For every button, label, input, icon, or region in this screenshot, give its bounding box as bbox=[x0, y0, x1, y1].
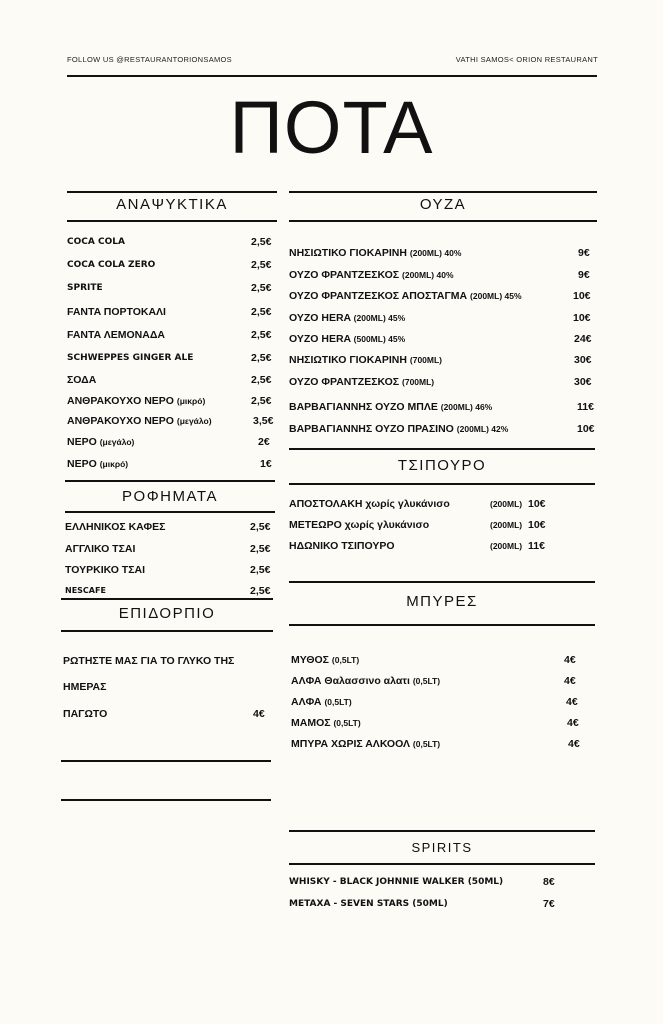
item-price: 2,5€ bbox=[251, 236, 272, 248]
item-name: ΟΥΖΟ ΦΡΑΝΤΖΕΣΚΟΣ bbox=[289, 376, 400, 388]
item-price: 3,5€ bbox=[253, 415, 274, 427]
item-name: FANTA ΠΟΡΤΟΚΑΛΙ bbox=[67, 306, 166, 318]
item-name: ΟΥΖΟ HERA bbox=[289, 312, 351, 324]
item-note: (0,5LT) bbox=[331, 655, 360, 665]
follow-us-text: FOLLOW US @RESTAURANTORIONSAMOS bbox=[67, 55, 232, 64]
item-name: ΣΟΔΑ bbox=[67, 374, 97, 386]
item-price: 2,5€ bbox=[250, 585, 271, 597]
item-name: ΝΕΡΟ bbox=[67, 436, 97, 448]
item-price: 2,5€ bbox=[250, 521, 271, 533]
item-name: ΜΕΤΕΩΡΟ χωρίς γλυκάνισο bbox=[289, 519, 430, 531]
item-price: 2,5€ bbox=[251, 395, 272, 407]
tsipouro-title: ΤΣΙΠΟΥΡΟ bbox=[397, 457, 487, 474]
item-price: 10€ bbox=[528, 519, 546, 531]
soft-drinks-top-rule bbox=[67, 191, 277, 193]
item-price: 9€ bbox=[578, 269, 590, 281]
item-note: (200ML) 45% bbox=[353, 313, 406, 323]
dessert-rule-2 bbox=[61, 799, 271, 801]
dessert-note bbox=[63, 648, 273, 700]
item-name: ΟΥΖΟ HERA bbox=[289, 333, 351, 345]
item-price: 2,5€ bbox=[251, 282, 272, 294]
header-divider bbox=[67, 75, 597, 77]
item-name: ΤΟΥΡΚΙΚΟ ΤΣΑΙ bbox=[65, 564, 146, 576]
item-name: METAXA - SEVEN STARS (50ML) bbox=[289, 899, 448, 909]
spirits-title: SPIRITS bbox=[411, 840, 473, 855]
item-name: ΗΔΩΝΙΚΟ ΤΣΙΠΟΥΡΟ bbox=[289, 540, 395, 552]
item-name: ΑΛΦΑ Θαλασσινο αλατι bbox=[291, 675, 410, 687]
dessert-note-line2: ΗΜΕΡΑΣ bbox=[63, 681, 107, 693]
item-note: (200ML) 46% bbox=[440, 402, 493, 412]
item-price: 10€ bbox=[577, 423, 595, 435]
item-name: ΑΝΘΡΑΚΟΥΧΟ ΝΕΡΟ bbox=[67, 415, 174, 427]
item-name: ΑΓΓΛΙΚΟ ΤΣΑΙ bbox=[65, 543, 136, 555]
item-note: (μικρό) bbox=[176, 396, 206, 406]
beers-bottom-rule bbox=[289, 624, 595, 626]
item-price: 2€ bbox=[258, 436, 270, 448]
hot-drinks-title: ΡΟΦΗΜΑΤΑ bbox=[122, 488, 218, 505]
dessert-bottom-rule bbox=[61, 630, 273, 632]
item-name: ΜΑΜΟΣ bbox=[291, 717, 331, 729]
item-note: (700ML) bbox=[409, 355, 443, 365]
item-name: ΜΥΘΟΣ bbox=[291, 654, 329, 666]
item-name: NESCAFE bbox=[65, 586, 106, 595]
item-price: 10€ bbox=[573, 312, 591, 324]
item-name: ΑΛΦΑ bbox=[291, 696, 322, 708]
item-price: 4€ bbox=[566, 696, 578, 708]
item-note: (μεγάλο) bbox=[176, 416, 212, 426]
item-note: (0,5LT) bbox=[324, 697, 352, 707]
item-price: 10€ bbox=[573, 290, 591, 302]
ouzo-top-rule bbox=[289, 191, 597, 193]
soft-drinks-bottom-rule bbox=[67, 220, 277, 222]
ouzo-title: ΟΥΖΑ bbox=[419, 196, 467, 213]
item-price: 4€ bbox=[564, 654, 576, 666]
item-price: 4€ bbox=[253, 708, 265, 720]
item-price: 2,5€ bbox=[251, 374, 272, 386]
item-name: ΒΑΡΒΑΓΙΑΝΝΗΣ ΟΥΖΟ ΜΠΛΕ bbox=[289, 401, 438, 413]
item-price: 2,5€ bbox=[250, 543, 271, 555]
item-note: (500ML) 45% bbox=[353, 334, 406, 344]
item-price: 30€ bbox=[574, 376, 592, 388]
item-price: 10€ bbox=[528, 498, 546, 510]
item-name: SPRITE bbox=[67, 283, 103, 293]
item-name: WHISKY - BLACK JOHNNIE WALKER (50ML) bbox=[289, 877, 504, 887]
item-note: (μικρό) bbox=[99, 459, 129, 469]
item-note: (200ML) bbox=[490, 541, 523, 551]
item-name: ΑΝΘΡΑΚΟΥΧΟ ΝΕΡΟ bbox=[67, 395, 174, 407]
item-note: (200ML) bbox=[490, 520, 523, 530]
item-name: COCA COLA bbox=[67, 237, 125, 247]
item-price: 8€ bbox=[543, 876, 555, 888]
item-note: (0,5LT) bbox=[412, 676, 441, 686]
item-price: 2,5€ bbox=[251, 329, 272, 341]
item-price: 2,5€ bbox=[251, 352, 272, 364]
dessert-note-line1: ΡΩΤΗΣΤΕ ΜΑΣ ΓΙΑ ΤΟ ΓΛΥΚΟ ΤΗΣ bbox=[63, 655, 235, 667]
item-name: ΜΠΥΡΑ ΧΩΡΙΣ ΑΛΚΟΟΛ bbox=[291, 738, 410, 750]
item-note: (μεγάλο) bbox=[99, 437, 135, 447]
hot-drinks-bottom-rule bbox=[65, 511, 275, 513]
dessert-title: ΕΠΙΔΟΡΠΙΟ bbox=[118, 605, 216, 622]
item-price: 2,5€ bbox=[251, 306, 272, 318]
item-name: FANTA ΛΕΜΟΝΑΔΑ bbox=[67, 329, 165, 341]
soft-drinks-title: ΑΝΑΨΥΚΤΙΚΑ bbox=[116, 196, 228, 213]
beers-title: ΜΠΥΡΕΣ bbox=[406, 593, 478, 610]
ouzo-bottom-rule bbox=[289, 220, 597, 222]
item-note: (200ML) 42% bbox=[456, 424, 509, 434]
tsipouro-top-rule bbox=[289, 448, 595, 450]
item-note: (200ML) 40% bbox=[402, 270, 454, 280]
spirits-top-rule bbox=[289, 830, 595, 832]
item-price: 11€ bbox=[528, 540, 545, 552]
page-title: ΠΟΤΑ bbox=[229, 86, 434, 169]
item-price: 4€ bbox=[568, 738, 580, 750]
dessert-top-rule bbox=[61, 598, 273, 600]
tsipouro-bottom-rule bbox=[289, 483, 595, 485]
item-name: ΒΑΡΒΑΓΙΑΝΝΗΣ ΟΥΖΟ ΠΡΑΣΙΝΟ bbox=[289, 423, 454, 435]
item-price: 2,5€ bbox=[251, 259, 272, 271]
location-text: VATHI SAMOS< ORION RESTAURANT bbox=[455, 55, 598, 64]
item-name: ΝΗΣΙΩΤΙΚΟ ΓΙΟΚΑΡΙΝΗ bbox=[289, 247, 407, 259]
item-name: ΝΗΣΙΩΤΙΚΟ ΓΙΟΚΑΡΙΝΗ bbox=[289, 354, 407, 366]
item-note: (700ML) bbox=[402, 377, 435, 387]
item-note: (200ML) 45% bbox=[470, 291, 522, 301]
beers-top-rule bbox=[289, 581, 595, 583]
item-price: 4€ bbox=[567, 717, 579, 729]
item-price: 11€ bbox=[577, 401, 594, 413]
item-price: 7€ bbox=[543, 898, 555, 910]
item-price: 9€ bbox=[578, 247, 590, 259]
item-price: 4€ bbox=[564, 675, 576, 687]
spirits-bottom-rule bbox=[289, 863, 595, 865]
item-name: ΟΥΖΟ ΦΡΑΝΤΖΕΣΚΟΣ bbox=[289, 269, 400, 281]
item-note: (200ML) bbox=[490, 499, 523, 509]
item-name: ΝΕΡΟ bbox=[67, 458, 97, 470]
dessert-rule-1 bbox=[61, 760, 271, 762]
hot-drinks-top-rule bbox=[65, 480, 275, 482]
item-name: ΑΠΟΣΤΟΛΑΚΗ χωρίς γλυκάνισο bbox=[289, 498, 450, 510]
item-name: ΠΑΓΩΤΟ bbox=[63, 708, 108, 720]
item-price: 24€ bbox=[574, 333, 592, 345]
item-name: SCHWEPPES GINGER ALE bbox=[67, 353, 194, 363]
item-price: 1€ bbox=[260, 458, 272, 470]
item-note: (0,5LT) bbox=[333, 718, 361, 728]
item-name: ΕΛΛΗΝΙΚΟΣ ΚΑΦΕΣ bbox=[65, 521, 166, 533]
item-price: 2,5€ bbox=[250, 564, 271, 576]
item-price: 30€ bbox=[574, 354, 592, 366]
item-name: ΟΥΖΟ ΦΡΑΝΤΖΕΣΚΟΣ ΑΠΟΣΤΑΓΜΑ bbox=[289, 290, 468, 302]
item-note: (0,5LT) bbox=[412, 739, 441, 749]
item-note: (200ML) 40% bbox=[409, 248, 462, 258]
item-name: COCA COLA ZERO bbox=[67, 260, 156, 270]
